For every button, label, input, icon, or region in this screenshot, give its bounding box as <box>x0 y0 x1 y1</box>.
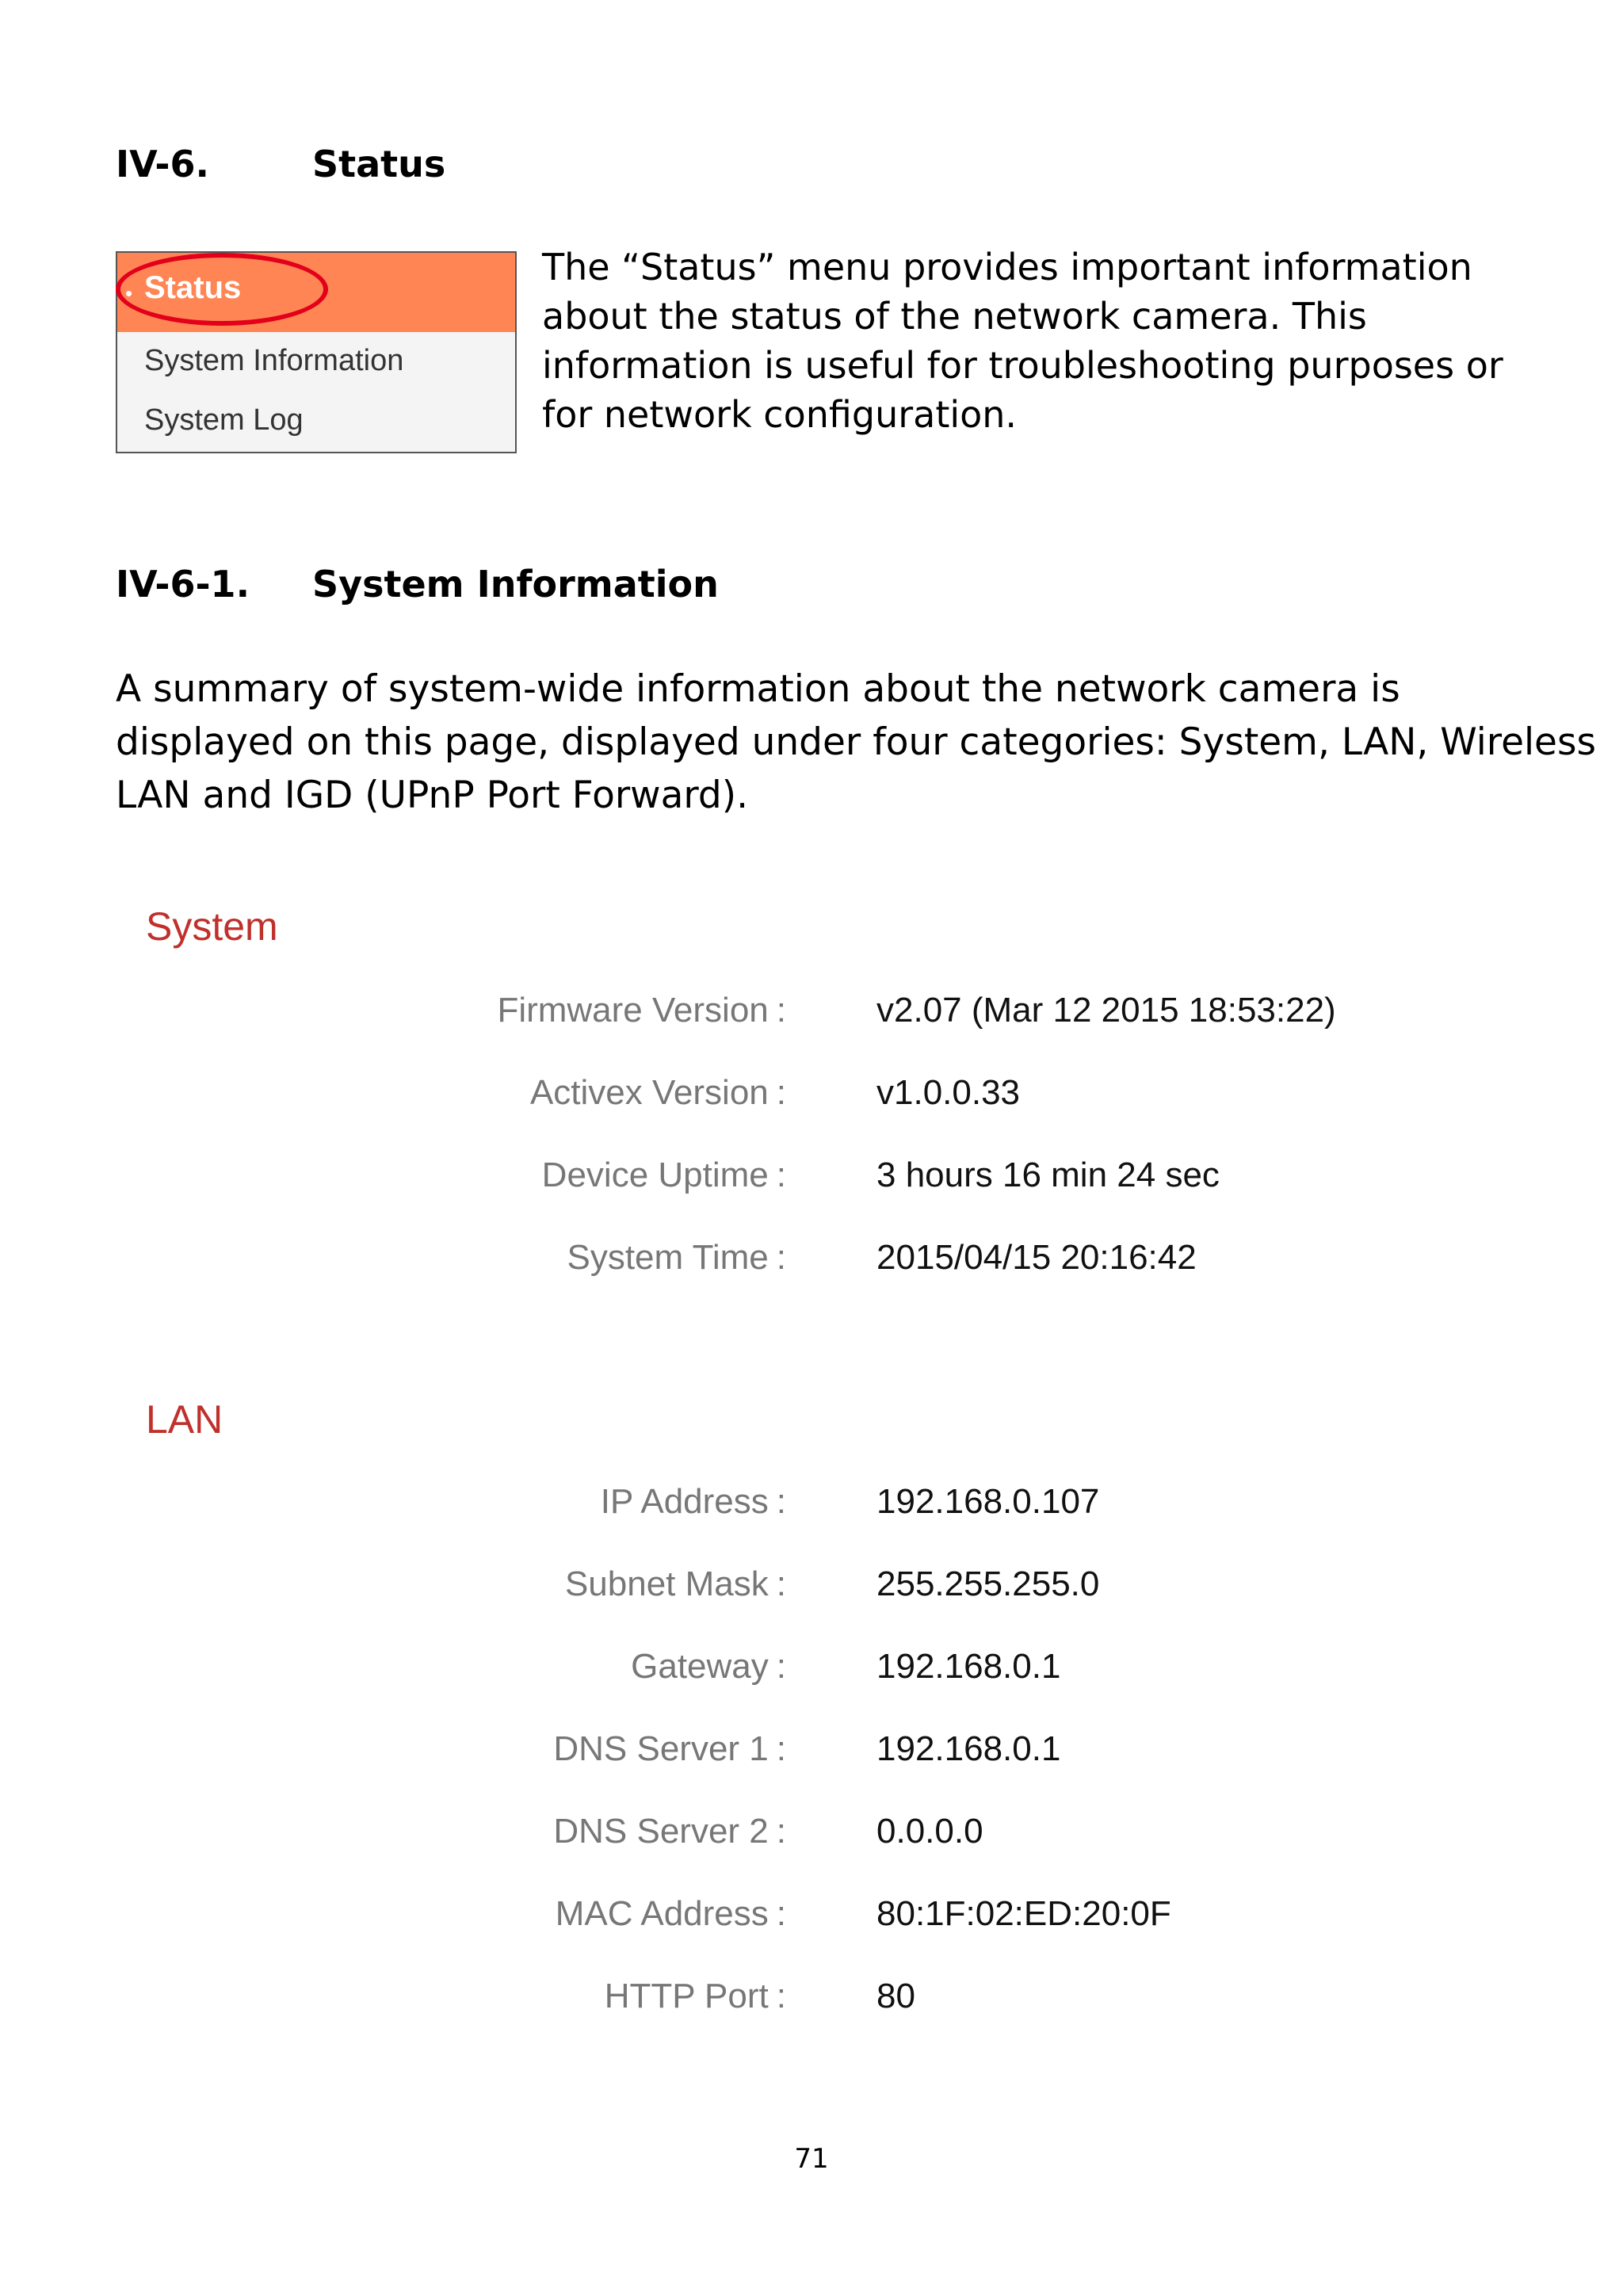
paragraph-line: displayed on this page, displayed under four categories: System, LAN, Wireless <box>116 720 1596 764</box>
http-port-value: 80 <box>876 1977 915 2015</box>
dns-server-2-label: DNS Server 2 : <box>553 1812 786 1851</box>
subsection-number: IV-6-1. <box>116 563 250 606</box>
section-title: Status <box>312 143 446 185</box>
dns-server-2-value: 0.0.0.0 <box>876 1812 983 1851</box>
intro-line: The “Status” menu provides important information <box>542 246 1472 288</box>
device-uptime-label: Device Uptime : <box>541 1156 786 1194</box>
subnet-mask-label: Subnet Mask : <box>564 1564 786 1603</box>
intro-line: for network configuration. <box>542 393 1018 436</box>
firmware-version-label: Firmware Version : <box>497 991 786 1030</box>
mac-address-value: 80:1F:02:ED:20:0F <box>876 1894 1171 1933</box>
firmware-version-value: v2.07 (Mar 12 2015 18:53:22) <box>876 991 1336 1030</box>
gateway-label: Gateway : <box>631 1647 786 1686</box>
dns-server-1-value: 192.168.0.1 <box>876 1729 1061 1768</box>
ip-address-label: IP Address : <box>600 1482 786 1521</box>
subsection-title: System Information <box>312 563 719 606</box>
intro-text <box>542 243 1564 439</box>
summary-paragraph <box>116 663 1596 822</box>
lan-section-title: LAN <box>146 1397 223 1442</box>
gateway-value: 192.168.0.1 <box>876 1647 1061 1686</box>
paragraph-line: A summary of system-wide information about the network camera is <box>116 667 1400 711</box>
menu-status-header[interactable] <box>117 253 515 332</box>
paragraph-line: LAN and IGD (UPnP Port Forward). <box>116 774 749 817</box>
intro-line: about the status of the network camera. This <box>542 295 1367 338</box>
system-time-value: 2015/04/15 20:16:42 <box>876 1238 1197 1277</box>
system-section-title: System <box>146 904 278 949</box>
activex-version-value: v1.0.0.33 <box>876 1073 1021 1112</box>
device-uptime-value: 3 hours 16 min 24 sec <box>876 1156 1220 1194</box>
subnet-mask-value: 255.255.255.0 <box>876 1564 1100 1603</box>
bullet-icon: • <box>125 281 133 305</box>
highlight-ring <box>116 253 328 326</box>
menu-item-system-information[interactable]: System Information <box>144 344 404 377</box>
system-time-label: System Time : <box>567 1238 786 1277</box>
ip-address-value: 192.168.0.107 <box>876 1482 1100 1521</box>
status-menu <box>116 251 517 453</box>
section-number: IV-6. <box>116 143 209 185</box>
menu-item-system-log[interactable]: System Log <box>144 403 304 437</box>
intro-line: information is useful for troubleshooting purposes or <box>542 344 1503 387</box>
http-port-label: HTTP Port : <box>604 1977 786 2015</box>
page-number: 71 <box>794 2143 829 2175</box>
menu-status-label: Status <box>144 270 242 305</box>
dns-server-1-label: DNS Server 1 : <box>553 1729 786 1768</box>
activex-version-label: Activex Version : <box>529 1073 786 1112</box>
mac-address-label: MAC Address : <box>555 1894 786 1933</box>
